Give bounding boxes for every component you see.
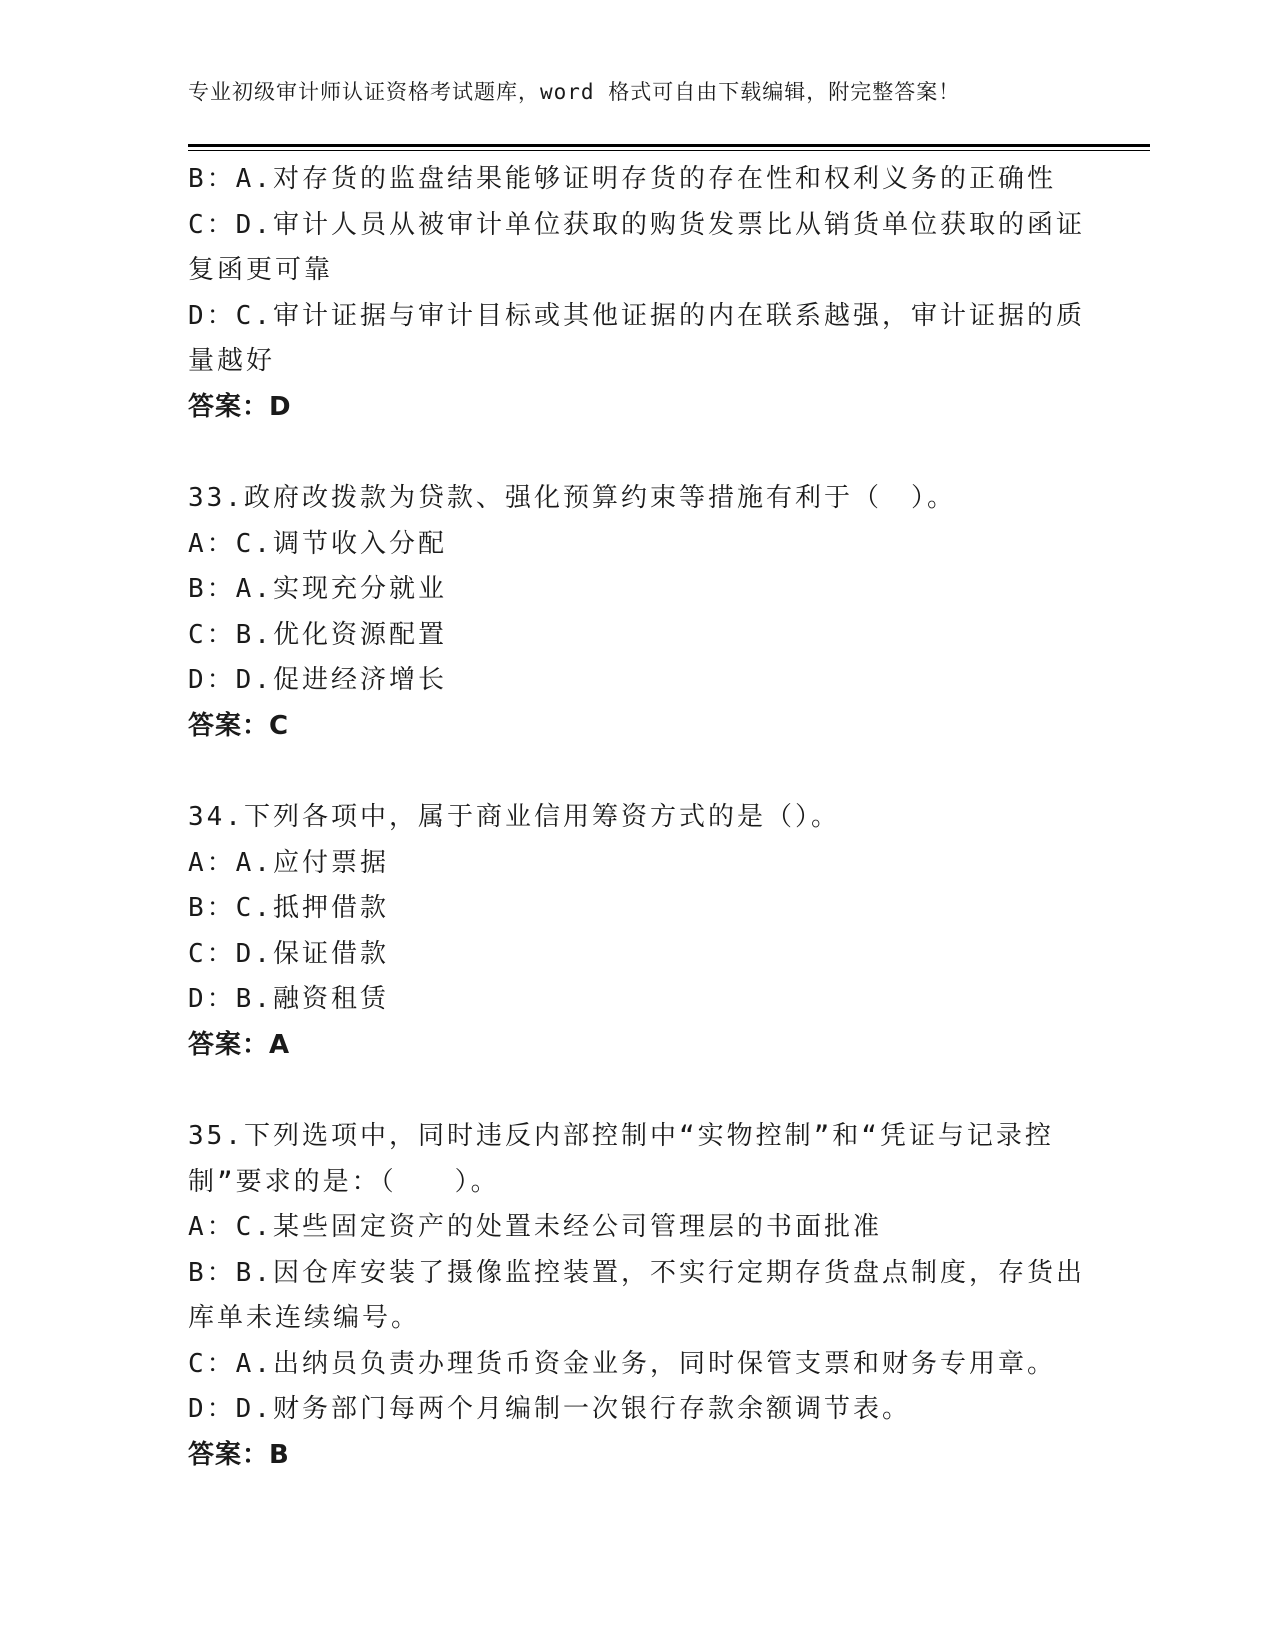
option-d-continued: 量越好 [188, 346, 276, 376]
option-c: C：A.出纳员负责办理货币资金业务，同时保管支票和财务专用章。 [188, 1348, 1056, 1379]
option-b-continued: 库单未连续编号。 [188, 1303, 421, 1333]
page-header: 专业初级审计师认证资格考试题库，word 格式可自由下载编辑，附完整答案！ [188, 80, 961, 104]
question-stem: 34.下列各项中，属于商业信用筹资方式的是（）。 [188, 802, 840, 832]
question-34-block [188, 795, 1088, 1068]
question-list [188, 157, 1088, 1478]
answer: 答案：D [188, 391, 292, 422]
question-32-block [188, 157, 1088, 430]
option-c: C：D.审计人员从被审计单位获取的购货发票比从销货单位获取的函证 [188, 209, 1085, 240]
header-divider-thin [188, 150, 1150, 151]
question-stem: 35.下列选项中，同时违反内部控制中“实物控制”和“凭证与记录控 [188, 1121, 1054, 1151]
option-a: A：C.调节收入分配 [188, 528, 447, 559]
header-divider-thick [188, 144, 1150, 147]
option-c: C：B.优化资源配置 [188, 619, 447, 650]
option-d: D：D.促进经济增长 [188, 665, 447, 695]
answer: 答案：B [188, 1439, 290, 1470]
question-35-block [188, 1114, 1088, 1478]
option-c: C：D.保证借款 [188, 938, 389, 969]
answer: 答案：A [188, 1029, 291, 1060]
option-a: A：C.某些固定资产的处置未经公司管理层的书面批准 [188, 1212, 882, 1242]
option-b: B：A.对存货的监盘结果能够证明存货的存在性和权利义务的正确性 [188, 164, 1056, 194]
spacer [188, 430, 1088, 476]
option-b: B：B.因仓库安装了摄像监控装置，不实行定期存货盘点制度，存货出 [188, 1257, 1085, 1288]
option-d: D：C.审计证据与审计目标或其他证据的内在联系越强，审计证据的质 [188, 300, 1085, 331]
spacer [188, 749, 1088, 795]
question-stem: 33.政府改拨款为贷款、强化预算约束等措施有利于（ ）。 [188, 483, 956, 513]
answer: 答案：C [188, 710, 290, 741]
option-a: A：A.应付票据 [188, 847, 389, 878]
option-b: B：C.抵押借款 [188, 893, 389, 923]
question-stem-continued: 制”要求的是：（ ）。 [188, 1166, 500, 1197]
option-d: D：D.财务部门每两个月编制一次银行存款余额调节表。 [188, 1394, 911, 1424]
question-33-block [188, 476, 1088, 749]
option-b: B：A.实现充分就业 [188, 574, 447, 604]
option-c-continued: 复函更可靠 [188, 255, 334, 285]
option-d: D：B.融资租赁 [188, 984, 389, 1014]
spacer [188, 1068, 1088, 1114]
